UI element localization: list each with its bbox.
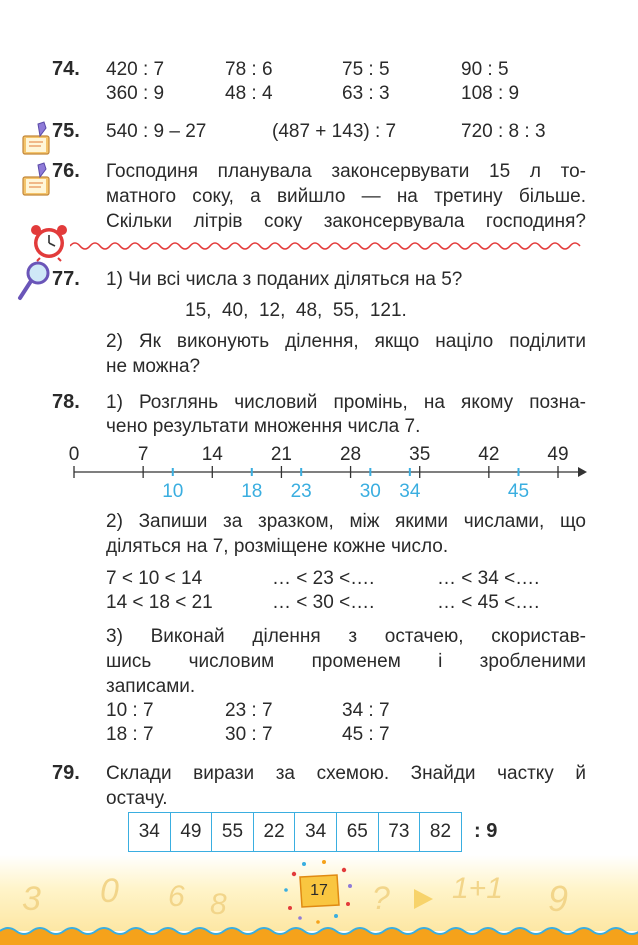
problem-77-number: 77.: [52, 268, 80, 290]
number-cell: 55: [212, 813, 254, 851]
decor-digit: 1+1: [452, 872, 503, 905]
wavy-divider: [70, 238, 588, 254]
expression: 63 : 3: [342, 83, 390, 104]
axis-label-bottom: 10: [162, 481, 184, 502]
axis-label-top: 14: [201, 444, 223, 465]
problem-74-number: 74.: [52, 58, 80, 80]
page-number: 17: [310, 882, 328, 899]
problem-77-question-2-line: 2) Як виконують ділення, якщо націло поділити: [106, 331, 586, 352]
number-cell: 73: [379, 813, 421, 851]
decor-digit: 6: [168, 880, 185, 913]
expression: 18 : 7: [106, 724, 154, 745]
problem-77-number-list: 15, 40, 12, 48, 55, 121.: [185, 300, 407, 321]
problem-78-question-3-line: записами.: [106, 676, 196, 697]
problem-78-question-3-line: 3) Виконай ділення з остачею, скористав-: [106, 626, 586, 647]
expression: 90 : 5: [461, 59, 509, 80]
axis-label-bottom: 45: [507, 481, 530, 502]
problem-78-question-2-line: 2) Запиши за зразком, між якими числами, що: [106, 511, 586, 532]
problem-76-number: 76.: [52, 160, 80, 182]
expression: 30 : 7: [225, 724, 273, 745]
inequality: … < 34 <….: [437, 568, 540, 589]
problem-79-number: 79.: [52, 762, 80, 784]
axis-label-top: 35: [409, 444, 431, 465]
pen-notebook-icon: [20, 161, 56, 199]
decor-digit: 8: [210, 888, 227, 921]
expression: 720 : 8 : 3: [461, 121, 546, 142]
problem-78-question-1-line: 1) Розглянь числовий промінь, на якому позна-: [106, 392, 586, 413]
expression: 75 : 5: [342, 59, 390, 80]
number-cells: [128, 812, 462, 852]
inequality: … < 45 <….: [437, 592, 540, 613]
number-cell: 49: [171, 813, 213, 851]
inequality: … < 30 <….: [272, 592, 375, 613]
expression: (487 + 143) : 7: [272, 121, 397, 142]
problem-79-text-line: остачу.: [106, 788, 168, 809]
problem-76-text-line: матного соку, а вийшло — на третину більше.: [106, 186, 586, 207]
expression: 45 : 7: [342, 724, 390, 745]
axis-label-top: 42: [478, 444, 500, 465]
axis-label-top: 49: [547, 444, 569, 465]
expression: 540 : 9 – 27: [106, 121, 207, 142]
problem-78-question-3-line: шись числовим променем і зробленими: [106, 651, 586, 672]
triangle-decor-icon: [410, 886, 436, 912]
axis-label-top: 7: [137, 444, 149, 465]
magnifier-icon: [16, 260, 52, 304]
problem-78-number: 78.: [52, 391, 80, 413]
number-cell: 34: [129, 813, 171, 851]
problem-79-text-line: Склади вирази за схемою. Знайди частку й: [106, 763, 586, 784]
pen-notebook-icon: [20, 120, 56, 158]
inequality: 14 < 18 < 21: [106, 592, 213, 613]
expression: 108 : 9: [461, 83, 520, 104]
decor-digit: 0: [100, 872, 119, 910]
problem-78-question-2-line: діляться на 7, розміщене кожне число.: [106, 536, 449, 557]
number-cell: 65: [337, 813, 379, 851]
axis-label-bottom: 18: [241, 481, 263, 502]
problem-76-text-line: Господиня планувала законсервувати 15 л то-: [106, 161, 586, 182]
expression: 360 : 9: [106, 83, 165, 104]
decor-digit: ?: [372, 880, 390, 916]
problem-77-question-2-line: не можна?: [106, 356, 201, 377]
axis-label-top: 28: [339, 444, 362, 465]
decor-digit: 3: [22, 880, 41, 918]
expression: 10 : 7: [106, 700, 154, 721]
inequality: 7 < 10 < 14: [106, 568, 203, 589]
alarm-clock-icon: [28, 222, 70, 262]
expression: 78 : 6: [225, 59, 273, 80]
decor-digit: 9: [548, 878, 569, 919]
expression: 48 : 4: [225, 83, 273, 104]
axis-label-top: 21: [270, 444, 292, 465]
problem-77-question-1: 1) Чи всі числа з поданих діляться на 5?: [106, 269, 463, 290]
expression: 420 : 7: [106, 59, 165, 80]
problem-75-number: 75.: [52, 120, 80, 142]
axis-label-bottom: 34: [399, 481, 421, 502]
problem-76-text-line: Скільки літрів соку законсервувала господиня?: [106, 211, 586, 232]
number-cell: 34: [295, 813, 337, 851]
divisor-label: : 9: [474, 820, 498, 842]
expression: 34 : 7: [342, 700, 390, 721]
problem-78-question-1-line: чено результати множення числа 7.: [106, 416, 421, 437]
page-number-badge: [297, 873, 341, 909]
axis-label-top: 0: [68, 444, 80, 465]
number-cell: 22: [254, 813, 296, 851]
axis-label-bottom: 23: [290, 481, 312, 502]
inequality: … < 23 <….: [272, 568, 375, 589]
number-cell: 82: [429, 821, 452, 842]
axis-label-bottom: 30: [359, 481, 381, 502]
expression: 23 : 7: [225, 700, 273, 721]
